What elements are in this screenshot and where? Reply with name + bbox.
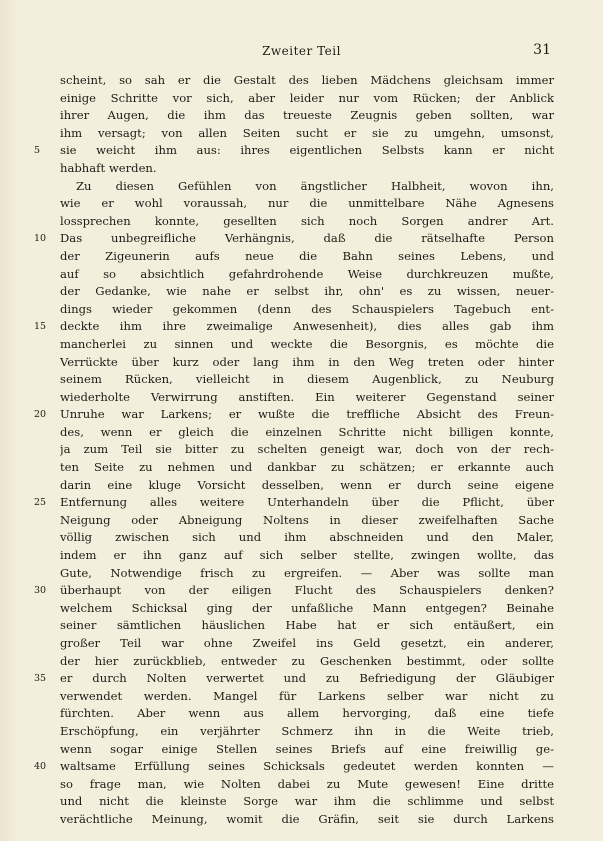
text-line: [0, 441, 603, 459]
text-line: [0, 477, 603, 495]
line-text: wie er wohl voraussah, nur die unmittelbare Nähe Agnesens: [60, 196, 554, 211]
text-line: [0, 547, 603, 565]
line-text: habhaft werden.: [60, 160, 157, 175]
line-text: seinem Rücken, vielleicht in diesem Augenblick, zu Neuburg: [60, 372, 554, 387]
text-line: [0, 512, 603, 530]
line-text: des, wenn er gleich die einzelnen Schritte nicht billigen konnte,: [60, 424, 554, 439]
line-text: Erschöpfung, ein verjährter Schmerz ihn in die Weite trieb,: [60, 723, 554, 738]
text-line: [0, 371, 603, 389]
line-text: deckte ihm ihre zweimalige Anwesenheit), dies alles gab ihm: [60, 319, 554, 334]
line-number: 35: [34, 673, 47, 685]
line-text: überhaupt von der eiligen Flucht des Schauspielers denken?: [60, 583, 554, 598]
text-line: [0, 266, 603, 284]
line-text: ihrer Augen, die ihm das treueste Zeugnis geben sollten, war: [60, 108, 554, 123]
line-text: fürchten. Aber wenn aus allem hervorging, daß eine tiefe: [60, 706, 554, 721]
line-text: Gute, Notwendige frisch zu ergreifen. — Aber was sollte man: [60, 565, 554, 580]
line-number: 5: [34, 145, 41, 157]
line-text: darin eine kluge Vorsicht desselben, wenn er durch seine eigene: [60, 477, 554, 492]
line-text: Das unbegreifliche Verhängnis, daß die rätselhafte Person: [60, 231, 554, 246]
line-text: lossprechen konnte, gesellten sich noch Sorgen andrer Art.: [60, 213, 554, 228]
line-text: ihm versagt; von allen Seiten sucht er sie zu umgehn, umsonst,: [60, 125, 554, 140]
line-number: 25: [34, 497, 47, 509]
text-line: [0, 459, 603, 477]
line-number: 20: [34, 409, 47, 421]
text-line: [0, 301, 603, 319]
line-text: verächtliche Meinung, womit die Gräfin, seit sie durch Larkens: [60, 811, 554, 826]
page-header: [0, 42, 603, 62]
line-text: großer Teil war ohne Zweifel ins Geld gesetzt, ein anderer,: [60, 636, 554, 650]
line-text: Verrückte über kurz oder lang ihm in den Weg treten oder hinter: [60, 354, 554, 369]
text-line: [0, 160, 603, 178]
text-line: [0, 793, 603, 811]
text-line: [0, 529, 603, 547]
text-line: [0, 670, 603, 688]
line-text: welchem Schicksal ging der unfaßliche Mann entgegen? Beinahe: [60, 600, 554, 615]
text-line: [0, 705, 603, 723]
line-text: der hier zurückblieb, entweder zu Geschenken bestimmt, oder sollte: [60, 653, 554, 668]
text-line: [0, 178, 603, 196]
text-line: [0, 494, 603, 512]
text-line: [0, 758, 603, 776]
line-text: einige Schritte vor sich, aber leider nur vom Rücken; der Anblick: [60, 90, 554, 105]
line-text: scheint, so sah er die Gestalt des lieben Mädchens gleichsam immer: [60, 73, 554, 87]
text-line: [0, 776, 603, 794]
line-text: seiner sämtlichen häuslichen Habe hat er sich entäußert, ein: [60, 618, 554, 633]
body-text: [0, 72, 603, 829]
line-text: völlig zwischen sich und ihm abschneiden und den Maler,: [60, 530, 554, 545]
text-line: [0, 354, 603, 372]
text-line: [0, 248, 603, 266]
line-text: auf so absichtlich gefahrdrohende Weise durchkreuzen mußte,: [60, 266, 554, 281]
text-line: [0, 389, 603, 407]
line-text: Entfernung alles weitere Unterhandeln über die Pflicht, über: [60, 495, 554, 510]
text-line: [0, 811, 603, 829]
page-number: 31: [533, 42, 551, 58]
text-line: [0, 195, 603, 213]
line-text: der Gedanke, wie nahe er selbst ihr, ohn' es zu wissen, neuer-: [60, 284, 554, 299]
text-line: [0, 107, 603, 125]
line-number: 30: [34, 585, 47, 597]
line-text: Zu diesen Gefühlen von ängstlicher Halbheit, wovon ihn,: [76, 178, 554, 193]
line-text: verwendet werden. Mangel für Larkens selber war nicht zu: [60, 688, 554, 703]
line-number: 15: [34, 321, 47, 333]
line-number: 10: [34, 233, 47, 245]
text-line: [0, 72, 603, 90]
line-text: indem er ihn ganz auf sich selber stellte, zwingen wollte, das: [60, 548, 554, 563]
line-text: der Zigeunerin aufs neue die Bahn seines Lebens, und: [60, 248, 554, 263]
text-line: [0, 688, 603, 706]
line-text: ten Seite zu nehmen und dankbar zu schätzen; er erkannte auch: [60, 460, 554, 475]
line-text: sie weicht ihm aus: ihres eigentlichen Selbsts kann er nicht: [60, 143, 554, 158]
running-head: Zweiter Teil: [262, 44, 341, 58]
text-line: [0, 230, 603, 248]
text-line: [0, 318, 603, 336]
line-text: Neigung oder Abneigung Noltens in dieser zweifelhaften Sache: [60, 512, 554, 527]
line-text: ja zum Teil sie bitter zu schelten geneigt war, doch von der rech-: [60, 442, 554, 457]
line-text: und nicht die kleinste Sorge war ihm die schlimme und selbst: [60, 794, 554, 809]
text-line: [0, 741, 603, 759]
text-line: [0, 424, 603, 442]
line-number: 40: [34, 761, 47, 773]
text-line: [0, 635, 603, 653]
text-line: [0, 406, 603, 424]
line-text: dings wieder gekommen (denn des Schauspielers Tagebuch ent-: [60, 301, 554, 316]
line-text: waltsame Erfüllung seines Schicksals gedeutet werden konnten —: [60, 759, 554, 774]
text-line: [0, 213, 603, 231]
line-text: mancherlei zu sinnen und weckte die Besorgnis, es möchte die: [60, 336, 554, 351]
text-line: [0, 336, 603, 354]
text-line: [0, 723, 603, 741]
text-line: [0, 125, 603, 143]
text-line: [0, 600, 603, 618]
text-line: [0, 617, 603, 635]
text-line: [0, 142, 603, 160]
text-line: [0, 90, 603, 108]
text-line: [0, 565, 603, 583]
line-text: Unruhe war Larkens; er wußte die treffliche Absicht des Freun-: [60, 407, 554, 422]
line-text: er durch Nolten verwertet und zu Befriedigung der Gläubiger: [60, 671, 554, 686]
text-line: [0, 653, 603, 671]
text-line: [0, 283, 603, 301]
line-text: so frage man, wie Nolten dabei zu Mute gewesen! Eine dritte: [60, 776, 554, 791]
line-text: wiederholte Verwirrung anstiften. Ein weiterer Gegenstand seiner: [60, 389, 554, 404]
line-text: wenn sogar einige Stellen seines Briefs auf eine freiwillig ge-: [60, 741, 554, 756]
text-line: [0, 582, 603, 600]
